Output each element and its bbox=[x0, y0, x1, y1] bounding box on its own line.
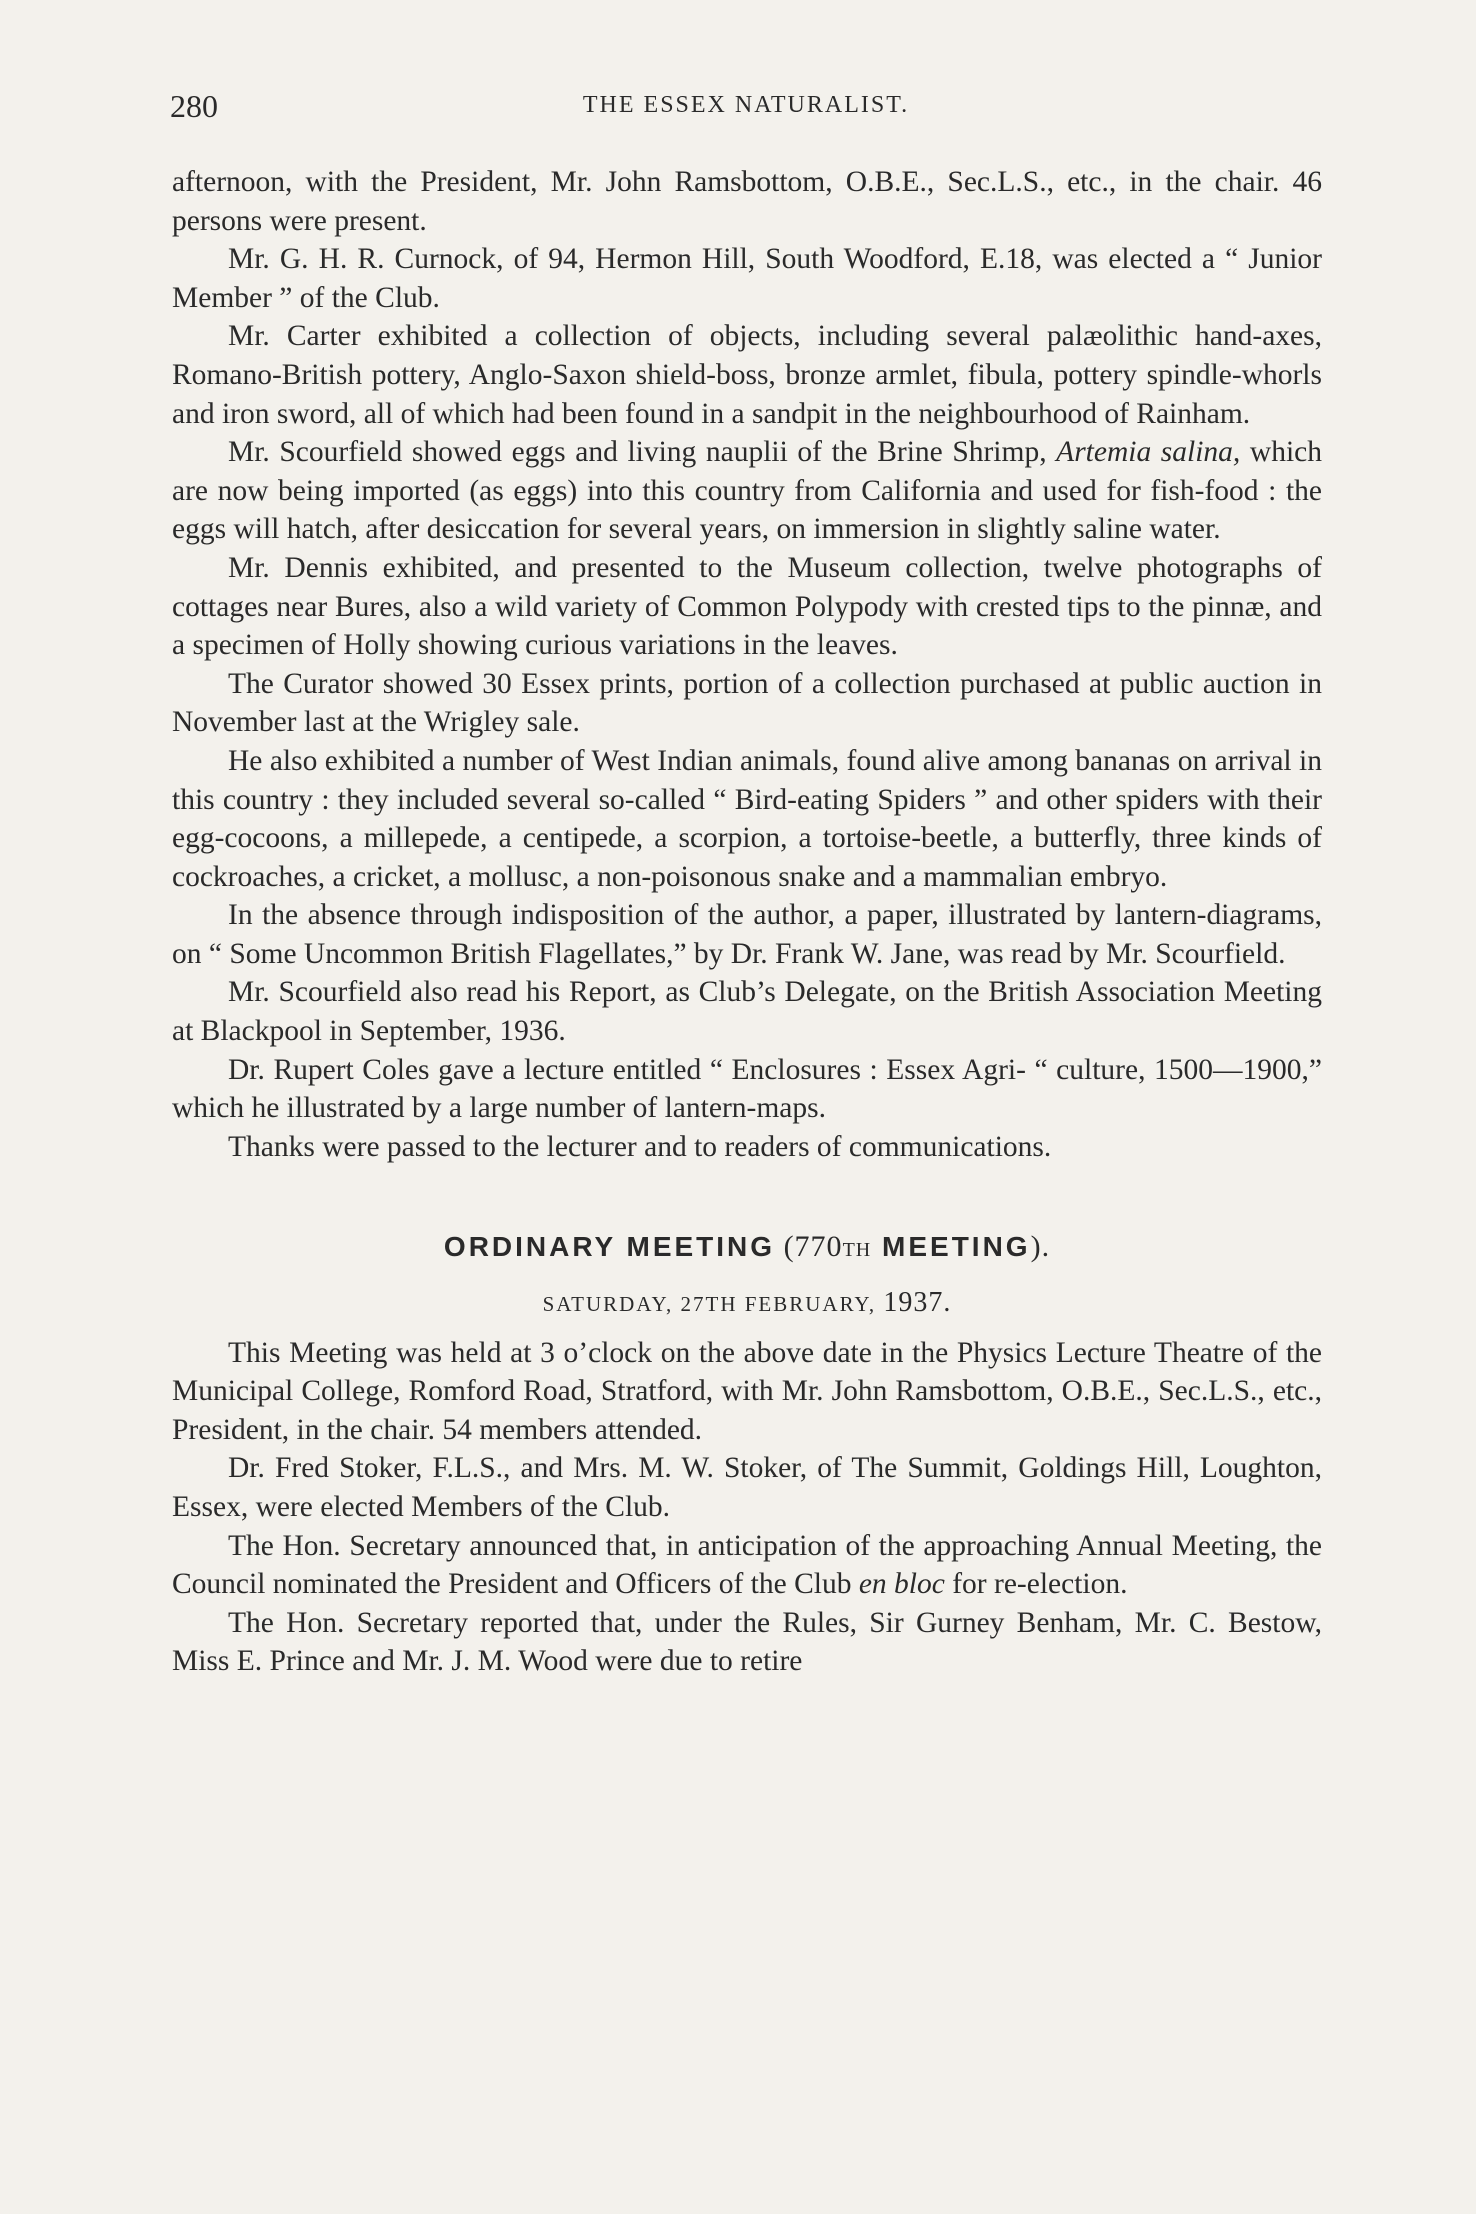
text-run: for re-election. bbox=[944, 1568, 1128, 1601]
paragraph: afternoon, with the President, Mr. John Ramsbottom, O.B.E., Sec.L.S., etc., in the chair. 46 persons were present. bbox=[172, 166, 1322, 237]
paragraph: Mr. Scourfield also read his Report, as Club’s Delegate, on the British Association Meeting at Blackpool in September, 1936. bbox=[172, 976, 1322, 1048]
heading-number: (770 bbox=[775, 1230, 843, 1264]
meeting-heading bbox=[172, 1228, 1322, 1270]
paragraph: Mr. Carter exhibited a collection of objects, including several palæolithic hand-axes, Romano-British pottery, Anglo-Saxon shield-boss, bronze armlet, fibula, pottery spindle-whorls and iron sword, all of which had been found in a sandpit in the neighbourhood of Rainham. bbox=[172, 320, 1322, 430]
page-number: 280 bbox=[170, 88, 218, 124]
paragraph: He also exhibited a number of West Indian animals, found alive among bananas on arrival in this country : they included several so-called “ Bird-eating Spiders ” and other spiders with their egg-cocoons, a millepede, a centipede, a scorpion, a tortoise-beetle, a butterfly, three kinds of cockroaches, a cricket, a mollusc, a non-poisonous snake and a mammalian embryo. bbox=[172, 744, 1322, 893]
italic-phrase: en bloc bbox=[858, 1568, 945, 1601]
date-year: 1937. bbox=[883, 1287, 952, 1319]
paragraph: Dr. Rupert Coles gave a lecture entitled “ Enclosures : Essex Agri- “ culture, 1500—1900,” which he illustrated by a large number of lantern-maps. bbox=[172, 1053, 1322, 1125]
paragraph-council bbox=[172, 1527, 1322, 1604]
heading-close: ). bbox=[1030, 1230, 1051, 1264]
page-body bbox=[172, 163, 1322, 1681]
paragraph: In the absence through indisposition of the author, a paper, illustrated by lantern-diagrams, on “ Some Uncommon British Flagellates,” by Dr. Frank W. Jane, was read by Mr. Scourfield. bbox=[172, 899, 1322, 970]
paragraph: Dr. Fred Stoker, F.L.S., and Mrs. M. W. Stoker, of The Summit, Goldings Hill, Loughton, Essex, were elected Members of the Club. bbox=[172, 1452, 1322, 1523]
heading-ordinal: TH bbox=[842, 1239, 872, 1262]
text-run: which are now being imported (as eggs) into this country from California and used for fish-food : the eggs will hatch, after desiccation for several years, on immersion in slightly saline water. bbox=[172, 436, 1322, 546]
page-header bbox=[170, 88, 1322, 128]
meeting-date bbox=[172, 1284, 1322, 1324]
heading-text: ORDINARY MEETING bbox=[443, 1231, 776, 1263]
text-run: Mr. Scourfield showed eggs and living nauplii of the Brine Shrimp, bbox=[228, 436, 1057, 469]
paragraph: The Hon. Secretary reported that, under the Rules, Sir Gurney Benham, Mr. C. Bestow, Miss E. Prince and Mr. J. M. Wood were due to retire bbox=[172, 1606, 1322, 1678]
paragraph: This Meeting was held at 3 o’clock on the above date in the Physics Lecture Theatre of the Municipal College, Romford Road, Stratford, with Mr. John Ramsbottom, O.B.E., Sec.L.S., etc., President, in the chair. 54 members attended. bbox=[172, 1336, 1322, 1446]
text-run: The Hon. Secretary announced that, in anticipation of the approaching Annual Meeting, the Council nominated the President and Officers of the Club bbox=[172, 1529, 1322, 1601]
paragraph: Mr. Dennis exhibited, and presented to the Museum collection, twelve photographs of cottages near Bures, also a wild variety of Common Polypody with crested tips to the pinnæ, and a specimen of Holly showing curious variations in the leaves. bbox=[172, 551, 1322, 662]
paragraph: The Curator showed 30 Essex prints, portion of a collection purchased at public auction in November last at the Wrigley sale. bbox=[172, 667, 1322, 739]
paragraph: Thanks were passed to the lecturer and to readers of communications. bbox=[228, 1130, 1052, 1163]
running-head: THE ESSEX NATURALIST. bbox=[582, 92, 910, 118]
paragraph-brine-shrimp bbox=[172, 433, 1322, 549]
species-name: Artemia salina, bbox=[1056, 436, 1241, 469]
paragraph: Mr. G. H. R. Curnock, of 94, Hermon Hill, South Woodford, E.18, was elected a “ Junior Member ” of the Club. bbox=[172, 243, 1322, 314]
heading-text: MEETING bbox=[871, 1231, 1031, 1263]
date-text: SATURDAY, 27TH FEBRUARY, bbox=[542, 1292, 884, 1317]
